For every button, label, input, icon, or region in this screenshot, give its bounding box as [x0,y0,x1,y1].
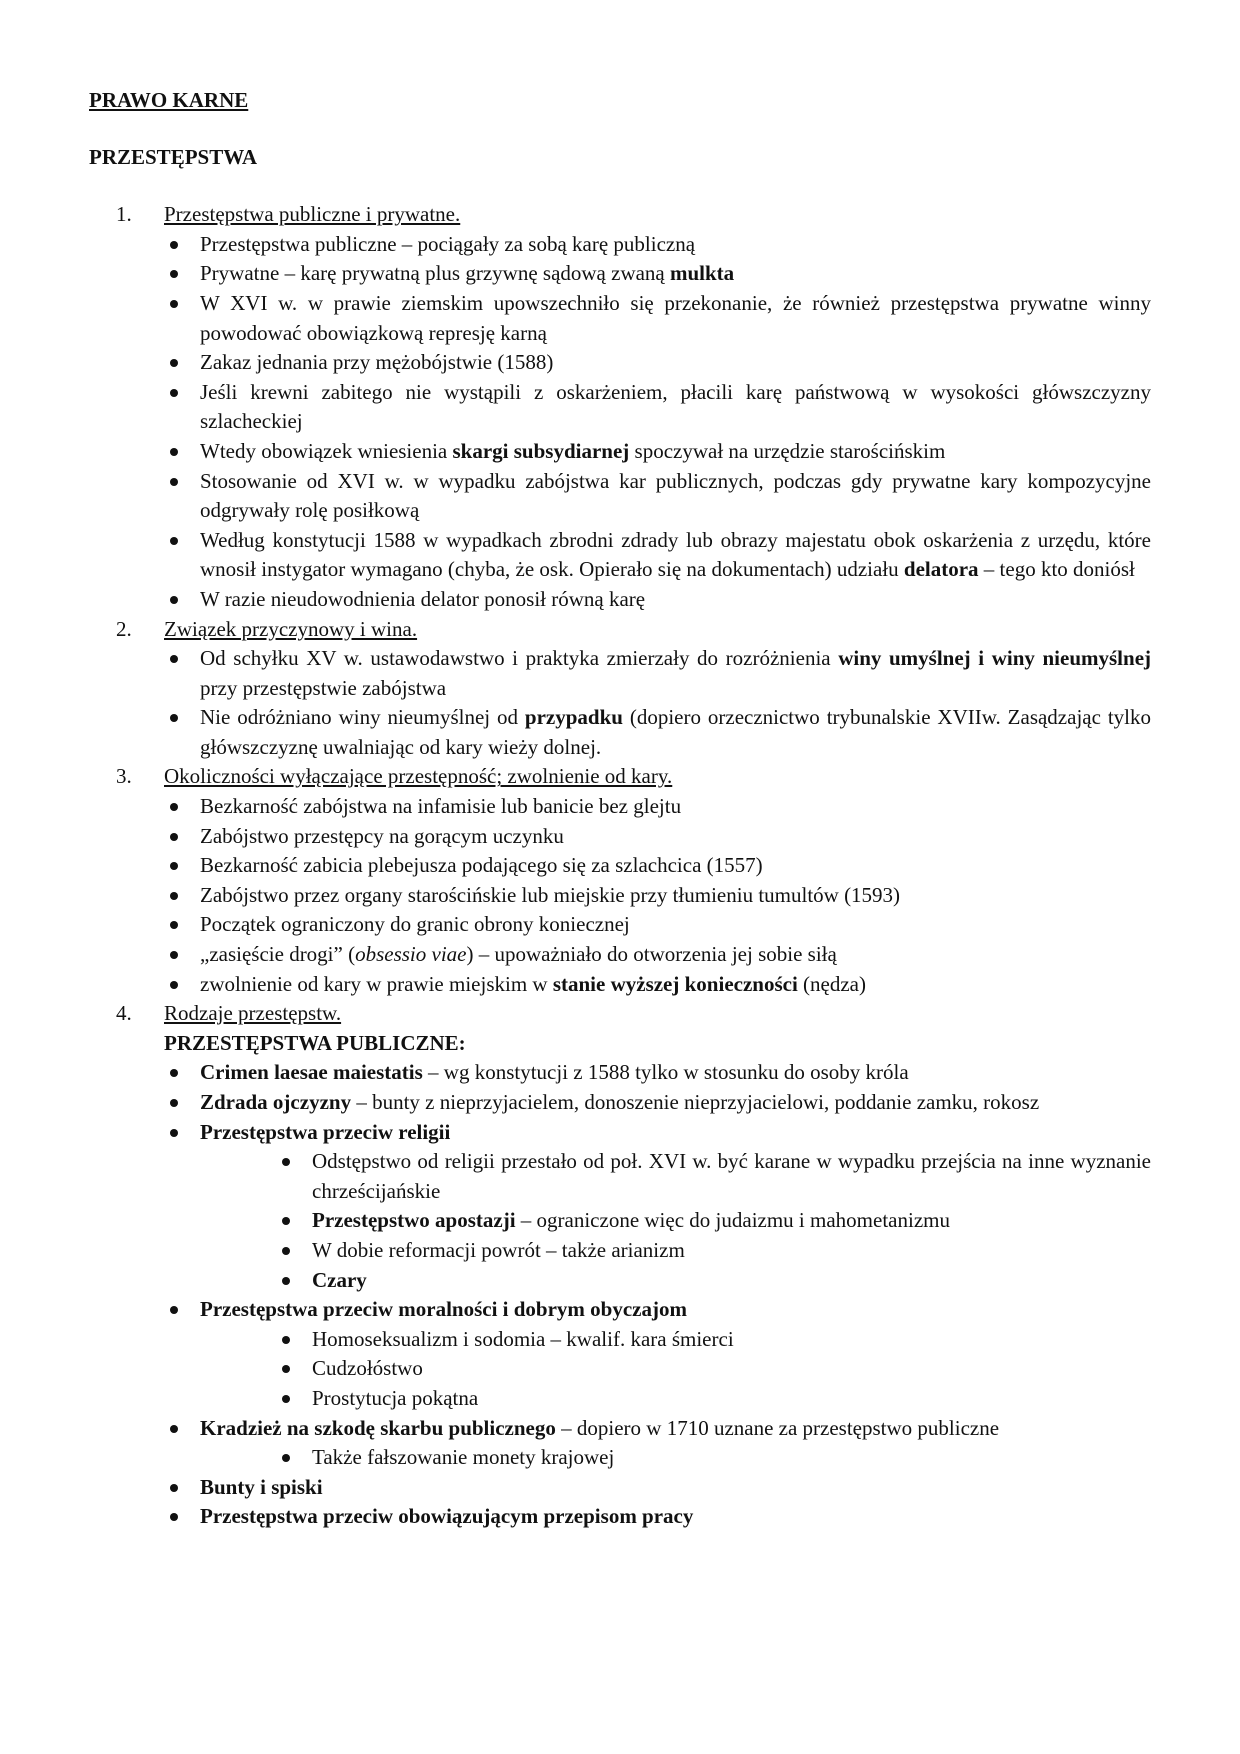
list-item [164,1473,1151,1503]
nested-list-item [164,1147,1151,1206]
list-item [164,1414,1151,1444]
text-run: W dobie reformacji powrót – także arianizm [312,1237,685,1262]
bullet-list [164,230,1151,615]
bold-text: stanie wyższej konieczności [552,971,798,996]
text-run: Prywatne – karę prywatną plus grzywnę sądową zwaną [200,261,670,286]
list-item [164,1058,1151,1088]
bullet-list [164,792,1151,999]
list-item [164,230,1151,260]
bold-text: Przestępstwo apostazji [312,1208,516,1233]
section-heading: PRZESTĘPSTWA [89,144,258,169]
section-number: 3. [116,764,132,789]
list-item [164,1118,1151,1148]
text-run: przy przestępstwie zabójstwa [200,675,447,700]
text-run: – bunty z nieprzyjacielem, donoszenie nieprzyjacielowi, poddanie zamku, rokosz [351,1090,1040,1114]
numbered-list [89,200,1151,1532]
text-run: Stosowanie od XVI w. w wypadku zabójstwa kar publicznych, podczas gdy prywatne kary kompozycyjne odgrywały rolę posiłkową [200,468,1151,523]
list-item [164,940,1151,970]
nested-list-item [164,1236,1151,1266]
text-run: Bezkarność zabicia plebejusza podającego się za szlachcica (1557) [200,853,763,878]
list-item [164,585,1151,615]
list-item [164,526,1151,585]
subheading: PRZESTĘPSTWA PUBLICZNE: [164,1030,466,1055]
text-run: ) – upoważniało do otworzenia jej sobie siłą [466,942,837,967]
nested-list-item [164,1443,1151,1473]
list-item [164,259,1151,289]
bold-text: Przestępstwa przeciw obowiązującym przepisom pracy [200,1504,694,1529]
text-run: Nie odróżniano winy nieumyślnej od [200,705,525,730]
list-item [164,1295,1151,1325]
list-item [164,1502,1151,1532]
section-number: 2. [116,616,132,641]
list-item [164,437,1151,467]
text-run: Przestępstwa publiczne – pociągały za sobą karę publiczną [200,231,696,256]
bold-text: Przestępstwa przeciw religii [200,1119,451,1144]
list-item [164,378,1151,437]
text-run: – wg konstytucji z 1588 tylko w stosunku do osoby króla [422,1060,909,1085]
section-number: 1. [116,202,132,227]
bold-text: winy umyślnej i winy nieumyślnej [838,646,1152,671]
section-title: Związek przyczynowy i wina. [164,616,418,641]
list-item [164,1088,1151,1118]
list-item [164,881,1151,911]
list-item [164,822,1151,852]
nested-list-item [164,1266,1151,1296]
text-run: – dopiero w 1710 uznane za przestępstwo publiczne [555,1415,1000,1440]
bullet-list [164,644,1151,762]
bold-text: przypadku [524,705,623,730]
numbered-section [89,762,1151,999]
text-run: Jeśli krewni zabitego nie wystąpili z oskarżeniem, płacili karę państwową w wysokości główszczyzny szlacheckiej [200,379,1151,434]
bold-text: Kradzież na szkodę skarbu publicznego [200,1415,556,1440]
numbered-section [89,999,1151,1532]
list-item [164,467,1151,526]
numbered-section [89,200,1151,614]
text-run: Według konstytucji 1588 w wypadkach zbrodni zdrady lub obrazy majestatu obok oskarżenia z urzędu, które wnosił instygator wymagano (chyba, że osk. Opierało się na dokumentach) udziału [200,527,1151,582]
text-run: Wtedy obowiązek wniesienia [200,438,453,463]
italic-text: obsessio viae [355,942,467,967]
bold-text: Zdrada ojczyzny [200,1090,352,1114]
text-run: Prostytucja pokątna [312,1385,479,1410]
list-item [164,792,1151,822]
list-item [164,703,1151,762]
bullet-list [164,1058,1151,1532]
text-run: W razie nieudowodnienia delator ponosił równą karę [200,586,646,611]
bold-text: Czary [312,1267,367,1292]
bold-text: Bunty i spiski [200,1474,323,1499]
text-run: W XVI w. w prawie ziemskim upowszechniło się przekonanie, że również przestępstwa prywatne winny powodować obowiązkową represję karną [200,290,1151,345]
text-run: Zabójstwo przez organy starościńskie lub miejskie przy tłumieniu tumultów (1593) [200,882,901,907]
text-run: „zasięście drogi” ( [200,942,356,967]
text-run: (nędza) [797,971,866,996]
text-run: Odstępstwo od religii przestało od poł. XVI w. być karane w wypadku przejścia na inne wyznanie chrześcijańskie [312,1149,1151,1203]
text-run: (dopiero orzecznictwo trybunalskie XVIIw. Zasądzając tylko główszczyznę uwalniając od kary wieży dolnej. [200,705,1151,759]
nested-list-item [164,1354,1151,1384]
section-title: Rodzaje przestępstw. [164,1001,342,1026]
bold-text: delatora [903,557,979,582]
text-run: – tego kto doniósł [978,557,1135,582]
numbered-section [89,615,1151,763]
bold-text: Przestępstwa przeciw moralności i dobrym obyczajom [200,1297,687,1322]
section-title: Okoliczności wyłączające przestępność; zwolnienie od kary. [164,764,673,789]
document-title: PRAWO KARNE [89,88,249,112]
nested-list-item [164,1325,1151,1355]
text-run: Zabójstwo przestępcy na gorącym uczynku [200,823,564,848]
text-run: Zakaz jednania przy mężobójstwie (1588) [200,350,554,375]
bold-text: skargi subsydiarnej [452,438,630,463]
text-run: Homoseksualizm i sodomia – kwalif. kara śmierci [312,1326,734,1351]
text-run: Od schyłku XV w. ustawodawstwo i praktyka zmierzały do rozróżnienia [200,646,839,671]
nested-list-item [164,1384,1151,1414]
text-run: spoczywał na urzędzie starościńskim [629,438,946,463]
list-item [164,851,1151,881]
nested-list-item [164,1206,1151,1236]
list-item [164,910,1151,940]
list-item [164,348,1151,378]
list-item [164,644,1151,703]
section-title: Przestępstwa publiczne i prywatne. [164,202,461,227]
text-run: Cudzołóstwo [312,1356,423,1381]
section-number: 4. [116,1001,132,1026]
list-item [164,289,1151,348]
text-run: Także fałszowanie monety krajowej [312,1445,615,1470]
text-run: – ograniczone więc do judaizmu i mahometanizmu [515,1208,950,1233]
text-run: Początek ograniczony do granic obrony koniecznej [200,912,630,937]
bold-text: Crimen laesae maiestatis [200,1060,423,1085]
list-item [164,970,1151,1000]
text-run: zwolnienie od kary w prawie miejskim w [200,971,553,996]
text-run: Bezkarność zabójstwa na infamisie lub banicie bez glejtu [200,794,682,819]
document-page [89,86,1151,1532]
bold-text: mulkta [670,261,735,286]
